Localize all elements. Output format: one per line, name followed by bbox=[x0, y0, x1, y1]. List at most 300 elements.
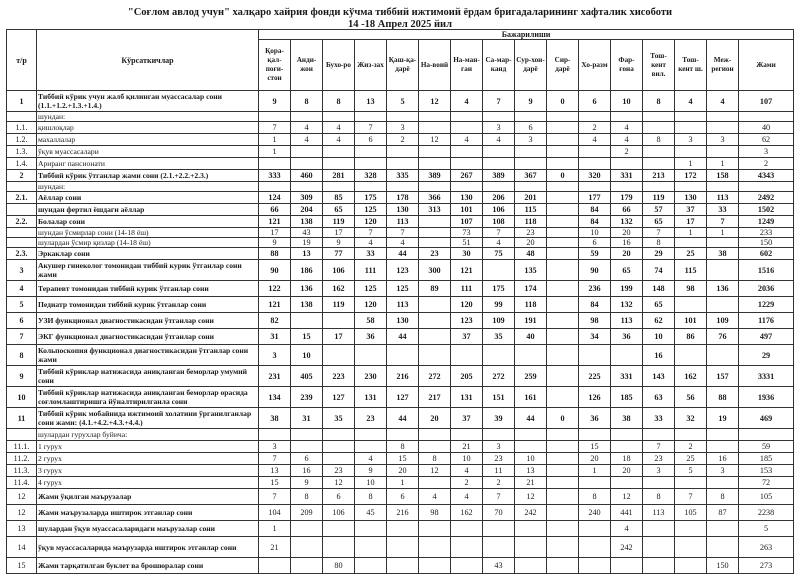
cell-value: 25 bbox=[675, 248, 707, 260]
cell-value bbox=[707, 122, 739, 134]
table-row bbox=[7, 192, 794, 204]
cell-value bbox=[547, 489, 579, 505]
cell-value: 8 bbox=[323, 91, 355, 112]
cell-value: 4 bbox=[483, 134, 515, 146]
cell-value: 23 bbox=[483, 453, 515, 465]
cell-value bbox=[547, 441, 579, 453]
row-label: шундан: bbox=[37, 112, 259, 122]
cell-value: 127 bbox=[387, 387, 419, 408]
cell-value: 7 bbox=[355, 122, 387, 134]
cell-value: 3 bbox=[515, 134, 547, 146]
cell-value: 9 bbox=[515, 91, 547, 112]
cell-value bbox=[419, 345, 451, 366]
row-label: шундан ўсмирлар сони (14-18 ёш) bbox=[37, 228, 259, 238]
cell-total: 185 bbox=[739, 453, 794, 465]
cell-value bbox=[419, 477, 451, 489]
row-number: 11.4. bbox=[7, 477, 37, 489]
table-row bbox=[7, 216, 794, 228]
cell-value: 8 bbox=[643, 489, 675, 505]
row-label: Жами ўқилган маърузалар bbox=[37, 489, 259, 505]
cell-value: 38 bbox=[707, 248, 739, 260]
cell-value bbox=[451, 521, 483, 537]
cell-total: 469 bbox=[739, 408, 794, 429]
row-number: 1.1. bbox=[7, 122, 37, 134]
col-header-region: Жами bbox=[739, 40, 794, 91]
cell-value: 11 bbox=[483, 465, 515, 477]
cell-value: 217 bbox=[419, 387, 451, 408]
cell-value bbox=[355, 345, 387, 366]
cell-value: 204 bbox=[291, 204, 323, 216]
table-row bbox=[7, 387, 794, 408]
cell-value: 16 bbox=[291, 465, 323, 477]
table-row bbox=[7, 453, 794, 465]
table-row bbox=[7, 345, 794, 366]
cell-value: 161 bbox=[515, 387, 547, 408]
cell-value bbox=[611, 112, 643, 122]
cell-value bbox=[675, 558, 707, 574]
cell-value bbox=[547, 387, 579, 408]
row-label: шундан: bbox=[37, 182, 259, 192]
cell-value: 1 bbox=[675, 158, 707, 170]
cell-value: 125 bbox=[355, 281, 387, 297]
cell-value bbox=[387, 158, 419, 170]
cell-value bbox=[643, 112, 675, 122]
cell-value: 223 bbox=[323, 366, 355, 387]
cell-value bbox=[515, 521, 547, 537]
cell-value bbox=[451, 345, 483, 366]
row-label: шундан фертил ёшдаги аёллар bbox=[37, 204, 259, 216]
cell-value: 80 bbox=[323, 558, 355, 574]
cell-value bbox=[611, 182, 643, 192]
cell-value: 6 bbox=[291, 453, 323, 465]
table-row bbox=[7, 366, 794, 387]
cell-value bbox=[579, 558, 611, 574]
cell-value: 131 bbox=[355, 387, 387, 408]
cell-value: 6 bbox=[579, 91, 611, 112]
cell-value bbox=[643, 158, 675, 170]
cell-value: 441 bbox=[611, 505, 643, 521]
cell-value: 230 bbox=[355, 366, 387, 387]
cell-value: 113 bbox=[707, 192, 739, 204]
cell-value: 7 bbox=[483, 228, 515, 238]
cell-value: 113 bbox=[643, 505, 675, 521]
cell-value: 8 bbox=[355, 489, 387, 505]
cell-value bbox=[419, 146, 451, 158]
cell-value bbox=[547, 182, 579, 192]
row-label: 2 гурух bbox=[37, 453, 259, 465]
cell-value bbox=[547, 281, 579, 297]
cell-value bbox=[355, 158, 387, 170]
cell-value bbox=[707, 112, 739, 122]
cell-value bbox=[419, 216, 451, 228]
report-title: "Соғлом авлод учун" халқаро хайрия фонди кўчма тиббий ижтимоий ёрдам бригадаларининг хафталик хисоботи bbox=[127, 7, 673, 18]
cell-value bbox=[547, 112, 579, 122]
row-label: Тиббий кўриклар натижасида аниқланган беморлар умумий сони bbox=[37, 366, 259, 387]
cell-value: 62 bbox=[643, 313, 675, 329]
row-number: 2.2. bbox=[7, 216, 37, 228]
cell-value bbox=[547, 248, 579, 260]
cell-value bbox=[707, 441, 739, 453]
cell-value: 8 bbox=[291, 91, 323, 112]
cell-value: 98 bbox=[419, 505, 451, 521]
cell-value: 13 bbox=[515, 465, 547, 477]
row-label: махаллалар bbox=[37, 134, 259, 146]
table-row bbox=[7, 558, 794, 574]
cell-value: 3 bbox=[259, 441, 291, 453]
cell-value: 123 bbox=[387, 260, 419, 281]
row-number: 15 bbox=[7, 558, 37, 574]
cell-total: 153 bbox=[739, 465, 794, 477]
cell-total: 40 bbox=[739, 122, 794, 134]
cell-value: 16 bbox=[707, 453, 739, 465]
cell-value: 98 bbox=[675, 281, 707, 297]
cell-value: 17 bbox=[259, 228, 291, 238]
cell-value bbox=[419, 521, 451, 537]
table-row bbox=[7, 134, 794, 146]
cell-total bbox=[739, 182, 794, 192]
table-row bbox=[7, 158, 794, 170]
cell-value: 4 bbox=[675, 91, 707, 112]
cell-value bbox=[547, 329, 579, 345]
cell-value: 131 bbox=[451, 387, 483, 408]
cell-value: 113 bbox=[387, 297, 419, 313]
cell-value: 99 bbox=[483, 297, 515, 313]
row-label: ўқув муассасалари bbox=[37, 146, 259, 158]
cell-value: 309 bbox=[291, 192, 323, 204]
cell-value bbox=[515, 429, 547, 441]
cell-value bbox=[419, 558, 451, 574]
row-number: 1.4. bbox=[7, 158, 37, 170]
cell-value: 151 bbox=[483, 387, 515, 408]
cell-value: 138 bbox=[291, 216, 323, 228]
cell-value bbox=[675, 182, 707, 192]
cell-value: 3 bbox=[387, 122, 419, 134]
table-row bbox=[7, 204, 794, 216]
cell-value: 120 bbox=[355, 216, 387, 228]
cell-value: 231 bbox=[259, 366, 291, 387]
cell-value bbox=[483, 537, 515, 558]
cell-value: 127 bbox=[323, 387, 355, 408]
cell-value bbox=[611, 477, 643, 489]
cell-value: 125 bbox=[387, 281, 419, 297]
table-row bbox=[7, 182, 794, 192]
cell-value bbox=[611, 429, 643, 441]
cell-value: 132 bbox=[611, 297, 643, 313]
cell-value bbox=[547, 204, 579, 216]
cell-total: 72 bbox=[739, 477, 794, 489]
table-row bbox=[7, 429, 794, 441]
cell-value bbox=[579, 477, 611, 489]
cell-value bbox=[611, 158, 643, 170]
row-label: Кольпоскопия функционал диагностикасидан ўтганлар сони жами bbox=[37, 345, 259, 366]
cell-value bbox=[515, 537, 547, 558]
cell-value: 23 bbox=[515, 228, 547, 238]
cell-value: 23 bbox=[355, 408, 387, 429]
cell-value bbox=[547, 216, 579, 228]
cell-value: 121 bbox=[259, 297, 291, 313]
row-number bbox=[7, 204, 37, 216]
cell-value: 17 bbox=[323, 329, 355, 345]
cell-value: 120 bbox=[451, 297, 483, 313]
row-number: 4 bbox=[7, 281, 37, 297]
row-number: 11.3. bbox=[7, 465, 37, 477]
table-row bbox=[7, 441, 794, 453]
cell-value: 59 bbox=[579, 248, 611, 260]
cell-value bbox=[547, 453, 579, 465]
cell-value: 191 bbox=[515, 313, 547, 329]
cell-value bbox=[419, 329, 451, 345]
cell-value bbox=[483, 182, 515, 192]
cell-value bbox=[419, 297, 451, 313]
row-number: 2.3. bbox=[7, 248, 37, 260]
row-number bbox=[7, 228, 37, 238]
cell-value: 12 bbox=[611, 489, 643, 505]
row-label: Терапевт томонидан тиббий курик ўтганлар сони bbox=[37, 281, 259, 297]
table-row bbox=[7, 281, 794, 297]
table-row bbox=[7, 112, 794, 122]
cell-total: 5 bbox=[739, 521, 794, 537]
table-row bbox=[7, 122, 794, 134]
cell-value bbox=[707, 238, 739, 248]
cell-value: 3 bbox=[483, 441, 515, 453]
cell-value: 51 bbox=[451, 238, 483, 248]
cell-value bbox=[643, 521, 675, 537]
col-header-region: Жиз-зах bbox=[355, 40, 387, 91]
cell-value: 77 bbox=[323, 248, 355, 260]
cell-value bbox=[291, 112, 323, 122]
table-row bbox=[7, 537, 794, 558]
cell-value bbox=[707, 477, 739, 489]
cell-total: 105 bbox=[739, 489, 794, 505]
col-header-region: Тош-кент вил. bbox=[643, 40, 675, 91]
cell-value: 123 bbox=[451, 313, 483, 329]
cell-value: 20 bbox=[611, 465, 643, 477]
cell-value: 185 bbox=[611, 387, 643, 408]
cell-value: 135 bbox=[515, 260, 547, 281]
row-number: 1.3. bbox=[7, 146, 37, 158]
cell-value: 19 bbox=[291, 238, 323, 248]
cell-value bbox=[291, 182, 323, 192]
cell-value bbox=[547, 192, 579, 204]
cell-value: 7 bbox=[259, 453, 291, 465]
row-label: Тиббий кўрик учун жалб қилинган муассасалар сони (1.1.+1.2.+1.3.+1.4.) bbox=[37, 91, 259, 112]
cell-value bbox=[323, 158, 355, 170]
cell-value: 3 bbox=[643, 465, 675, 477]
cell-value bbox=[611, 345, 643, 366]
cell-value bbox=[547, 228, 579, 238]
cell-value bbox=[579, 521, 611, 537]
cell-value: 23 bbox=[323, 465, 355, 477]
row-number: 3 bbox=[7, 260, 37, 281]
cell-value: 31 bbox=[259, 329, 291, 345]
cell-value bbox=[291, 146, 323, 158]
row-label: 1 гурух bbox=[37, 441, 259, 453]
cell-value: 107 bbox=[451, 216, 483, 228]
cell-value bbox=[643, 182, 675, 192]
cell-value bbox=[355, 112, 387, 122]
cell-total: 1176 bbox=[739, 313, 794, 329]
cell-value: 150 bbox=[707, 558, 739, 574]
cell-value bbox=[547, 477, 579, 489]
cell-value bbox=[483, 521, 515, 537]
cell-value bbox=[547, 345, 579, 366]
cell-value: 43 bbox=[483, 558, 515, 574]
cell-value: 119 bbox=[323, 297, 355, 313]
cell-value: 205 bbox=[451, 366, 483, 387]
cell-value: 113 bbox=[387, 216, 419, 228]
cell-value: 179 bbox=[611, 192, 643, 204]
cell-value: 106 bbox=[323, 505, 355, 521]
col-header-region: На-ман-ган bbox=[451, 40, 483, 91]
row-number: 12 bbox=[7, 489, 37, 505]
col-header-region: Хо-разм bbox=[579, 40, 611, 91]
cell-value: 88 bbox=[707, 387, 739, 408]
cell-value: 44 bbox=[387, 329, 419, 345]
cell-value: 143 bbox=[643, 366, 675, 387]
cell-value bbox=[515, 158, 547, 170]
row-label: УЗИ функционал диагностикасидан ўтганлар сони bbox=[37, 313, 259, 329]
cell-value bbox=[419, 238, 451, 248]
cell-value: 0 bbox=[547, 170, 579, 182]
cell-value: 109 bbox=[707, 313, 739, 329]
cell-value: 108 bbox=[483, 216, 515, 228]
row-number: 12 bbox=[7, 505, 37, 521]
cell-value bbox=[483, 429, 515, 441]
cell-value: 1 bbox=[387, 477, 419, 489]
cell-value bbox=[259, 182, 291, 192]
cell-value bbox=[579, 158, 611, 170]
cell-value bbox=[547, 134, 579, 146]
cell-value: 115 bbox=[675, 260, 707, 281]
cell-value: 36 bbox=[355, 329, 387, 345]
cell-value bbox=[451, 429, 483, 441]
cell-value bbox=[291, 313, 323, 329]
cell-value bbox=[675, 112, 707, 122]
cell-value: 44 bbox=[515, 408, 547, 429]
cell-value bbox=[579, 345, 611, 366]
cell-value bbox=[259, 158, 291, 170]
cell-value: 65 bbox=[323, 204, 355, 216]
row-label: шулардан гурухлар буйича: bbox=[37, 429, 259, 441]
cell-value: 90 bbox=[579, 260, 611, 281]
cell-value: 201 bbox=[515, 192, 547, 204]
col-header-indicator: Кўрсаткичлар bbox=[37, 30, 259, 91]
cell-value bbox=[675, 477, 707, 489]
row-label: Тиббий кўрик ўтганлар жами сони (2.1.+2.2.+2.3.) bbox=[37, 170, 259, 182]
cell-value: 37 bbox=[675, 204, 707, 216]
cell-value: 90 bbox=[259, 260, 291, 281]
cell-value bbox=[259, 558, 291, 574]
row-label: Ариранг пансионати bbox=[37, 158, 259, 170]
cell-value bbox=[323, 429, 355, 441]
cell-value: 2 bbox=[451, 477, 483, 489]
cell-value: 16 bbox=[611, 238, 643, 248]
row-number: 9 bbox=[7, 366, 37, 387]
cell-value: 4 bbox=[323, 134, 355, 146]
row-label: Жами маърузаларда иштирок этганлар сони bbox=[37, 505, 259, 521]
cell-value: 5 bbox=[387, 91, 419, 112]
row-label: Аёллар сони bbox=[37, 192, 259, 204]
cell-value bbox=[419, 313, 451, 329]
cell-value: 209 bbox=[291, 505, 323, 521]
cell-value: 35 bbox=[483, 329, 515, 345]
cell-value: 20 bbox=[515, 238, 547, 248]
cell-total: 2238 bbox=[739, 505, 794, 521]
cell-total: 1249 bbox=[739, 216, 794, 228]
cell-value: 119 bbox=[323, 216, 355, 228]
cell-value: 136 bbox=[707, 281, 739, 297]
cell-value: 186 bbox=[291, 260, 323, 281]
cell-value: 259 bbox=[515, 366, 547, 387]
cell-value: 162 bbox=[451, 505, 483, 521]
cell-value: 66 bbox=[259, 204, 291, 216]
cell-value: 7 bbox=[387, 228, 419, 238]
cell-value: 15 bbox=[291, 329, 323, 345]
cell-value bbox=[707, 297, 739, 313]
cell-value: 132 bbox=[611, 216, 643, 228]
cell-value: 1 bbox=[259, 146, 291, 158]
cell-total: 602 bbox=[739, 248, 794, 260]
cell-value bbox=[547, 366, 579, 387]
cell-value bbox=[675, 238, 707, 248]
cell-value bbox=[387, 537, 419, 558]
cell-value: 4 bbox=[483, 238, 515, 248]
cell-value bbox=[675, 122, 707, 134]
col-header-region: На-воий bbox=[419, 40, 451, 91]
cell-value bbox=[547, 313, 579, 329]
cell-value: 13 bbox=[259, 465, 291, 477]
table-row bbox=[7, 465, 794, 477]
cell-value: 48 bbox=[515, 248, 547, 260]
cell-value bbox=[387, 558, 419, 574]
cell-total: 1936 bbox=[739, 387, 794, 408]
cell-total: 29 bbox=[739, 345, 794, 366]
cell-total: 3 bbox=[739, 146, 794, 158]
cell-value: 32 bbox=[675, 408, 707, 429]
cell-value: 113 bbox=[611, 313, 643, 329]
table-row bbox=[7, 297, 794, 313]
cell-value: 3 bbox=[483, 122, 515, 134]
cell-value: 29 bbox=[643, 248, 675, 260]
cell-value: 8 bbox=[643, 238, 675, 248]
table-row bbox=[7, 170, 794, 182]
cell-value: 85 bbox=[323, 192, 355, 204]
cell-value: 101 bbox=[451, 204, 483, 216]
row-label: Эркаклар сони bbox=[37, 248, 259, 260]
cell-value bbox=[259, 112, 291, 122]
table-row bbox=[7, 260, 794, 281]
cell-value: 44 bbox=[387, 408, 419, 429]
cell-value bbox=[451, 122, 483, 134]
cell-value: 39 bbox=[483, 408, 515, 429]
cell-value: 118 bbox=[515, 297, 547, 313]
cell-value: 7 bbox=[483, 489, 515, 505]
cell-value: 130 bbox=[451, 192, 483, 204]
cell-value: 4 bbox=[611, 122, 643, 134]
cell-value bbox=[675, 146, 707, 158]
cell-value: 2 bbox=[387, 134, 419, 146]
cell-value: 4 bbox=[419, 489, 451, 505]
cell-value: 8 bbox=[579, 489, 611, 505]
cell-value bbox=[451, 182, 483, 192]
cell-value bbox=[579, 146, 611, 158]
table-row bbox=[7, 477, 794, 489]
cell-value bbox=[675, 345, 707, 366]
cell-value: 7 bbox=[483, 91, 515, 112]
cell-value: 8 bbox=[707, 489, 739, 505]
cell-value: 19 bbox=[707, 408, 739, 429]
row-number: 7 bbox=[7, 329, 37, 345]
